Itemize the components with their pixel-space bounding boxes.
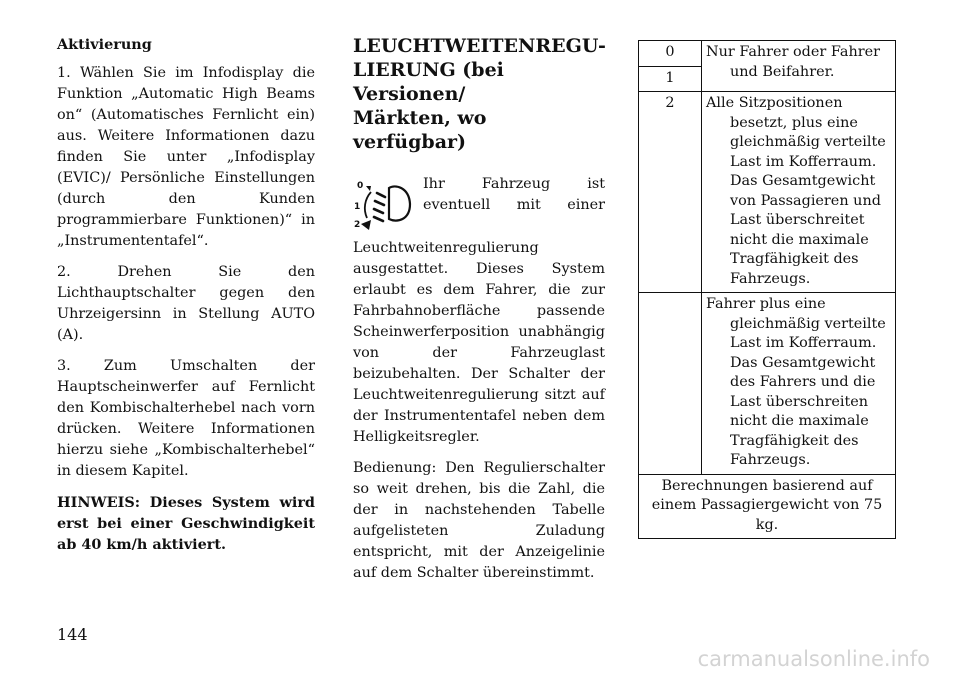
step-2: 2. Drehen Sie den Lichthauptschalter gegen den Uhrzeigersinn in Stellung AUTO (A). xyxy=(57,264,315,343)
row-2-text: Alle Sitzpositionen besetzt, plus eine gleichmäßig verteilte Last im Kofferraum. Das Gesamtgewicht von Passagieren und Last überschreitet nicht die maximale Tragfähigkeit des Fahrzeugs. xyxy=(702,92,896,293)
row-1-number: 1 xyxy=(639,66,702,92)
row-2-number: 2 xyxy=(639,92,702,293)
icon-mark-0: 0 xyxy=(357,181,364,191)
note: HINWEIS: Dieses System wird erst bei einer Geschwindigkeit ab 40 km/h aktiviert. xyxy=(57,494,315,553)
table-row xyxy=(639,92,896,293)
icon-mark-2: 2 xyxy=(354,220,361,230)
step-1: 1. Wählen Sie im Infodisplay die Funktion „Automatic High Beams on“ (Automatisches Fernlicht ein) aus. Weitere Informationen dazu finden Sie unter „Infodisplay (EVIC)/ Persönliche Einstellungen (durch den Kunden programmierbare Funktionen)“ in „Instrumententafel“. xyxy=(57,65,315,249)
icon-mark-1: 1 xyxy=(354,202,361,212)
watermark: carmanualsonline.info xyxy=(697,647,930,671)
table-row xyxy=(639,293,896,475)
headlamp-leveling-icon xyxy=(351,180,415,238)
page-number: 144 xyxy=(57,625,88,644)
row-3-number xyxy=(639,293,702,475)
section-heading-aktivierung: Aktivierung xyxy=(57,36,152,53)
table-footer-row xyxy=(639,474,896,539)
table-footer: Berechnungen basierend auf einem Passagiergewicht von 75 kg. xyxy=(639,474,896,539)
title-line-1: LEUCHTWEITENREGU- xyxy=(353,35,606,57)
title-line-2: LIERUNG (bei Versionen/ xyxy=(353,59,504,105)
left-column xyxy=(57,34,315,565)
title-line-3: Märkten, wo verfügbar) xyxy=(353,107,487,153)
section-title xyxy=(353,34,605,154)
table-row xyxy=(639,41,896,67)
row-0-number: 0 xyxy=(639,41,702,67)
operation-paragraph: Bedienung: Den Regulierschalter so weit drehen, bis die Zahl, die der in nachstehenden Tabelle aufgelisteten Zuladung entspricht, mit der Anzeigelinie auf dem Schalter übereinstimmt. xyxy=(353,460,605,581)
load-table xyxy=(638,40,896,539)
intro-paragraph: Ihr Fahrzeug ist eventuell mit einer Leuchtweitenregulierung ausgestattet. Dieses System erlaubt es dem Fahrer, die zur Fahrbahnoberfläche passende Scheinwerferposition unabhängig von der Fahrzeuglast beizubehalten. Der Schalter der Leuchtweitenregulierung sitzt auf der Instrumententafel neben dem Helligkeitsregler. xyxy=(353,176,605,445)
step-3: 3. Zum Umschalten der Hauptscheinwerfer auf Fernlicht den Kombischalterhebel nach vorn drücken. Weitere Informationen hierzu siehe „Kombischalterhebel“ in diesem Kapitel. xyxy=(57,358,315,479)
middle-column xyxy=(353,34,605,594)
row-3-text: Fahrer plus eine gleichmäßig verteilte Last im Kofferraum. Das Gesamtgewicht des Fahrers und die Last überschreiten nicht die maximale Tragfähigkeit des Fahrzeugs. xyxy=(702,293,896,475)
row-0-1-text: Nur Fahrer oder Fahrer und Beifahrer. xyxy=(702,41,896,92)
